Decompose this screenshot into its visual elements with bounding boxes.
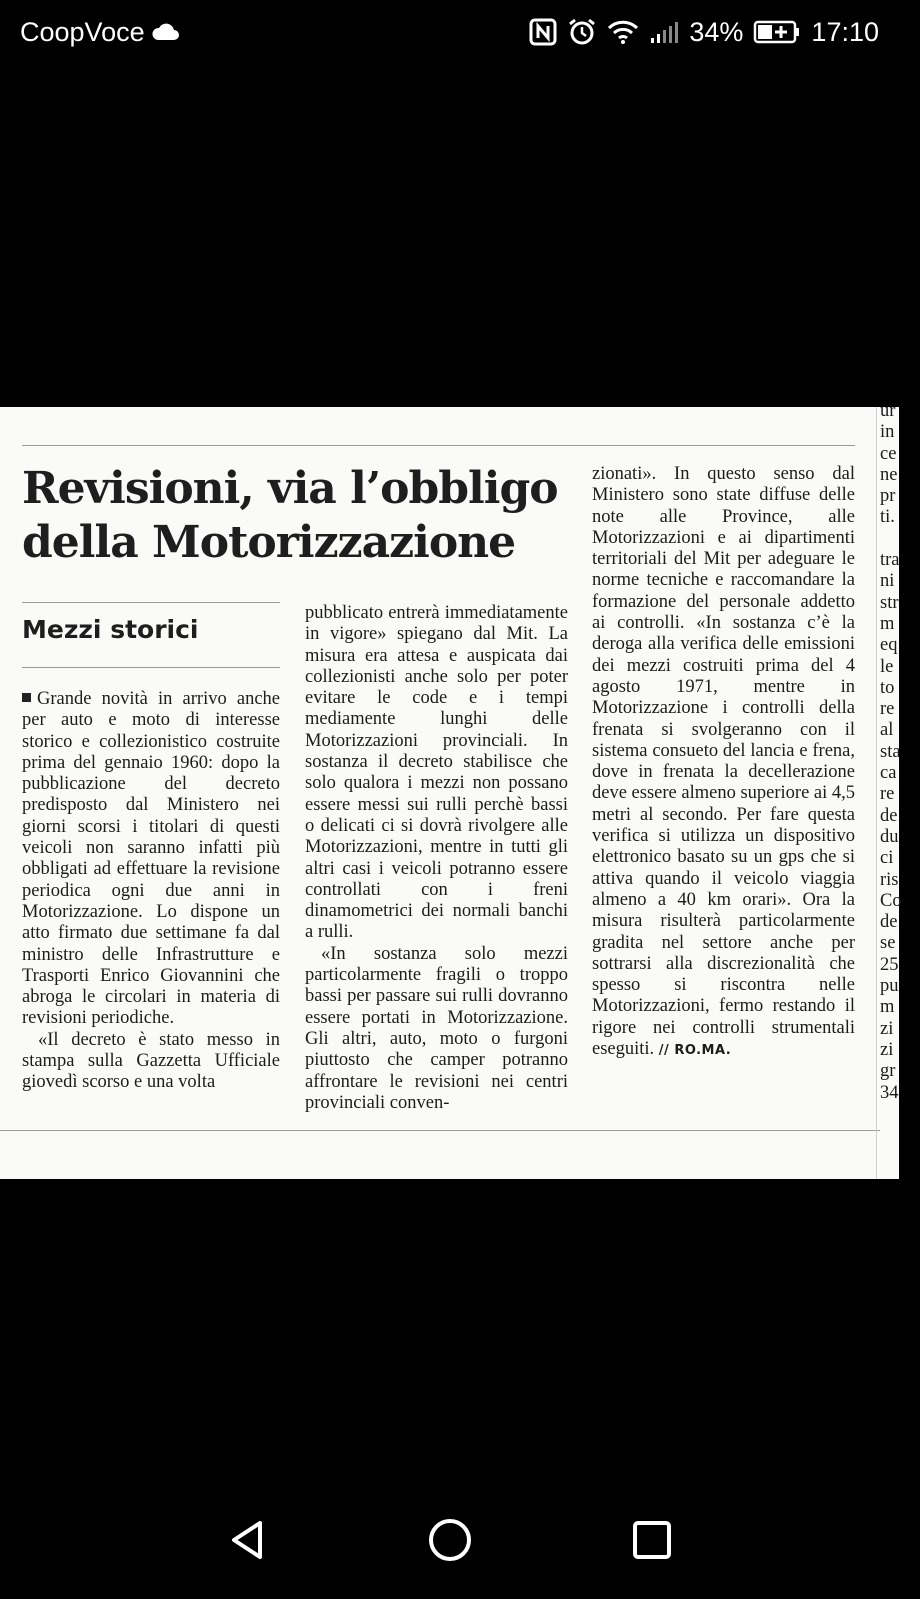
article-column-4-cropped <box>880 401 920 1104</box>
recents-button[interactable] <box>626 1514 678 1566</box>
text-fragment: to <box>880 677 895 698</box>
text-fragment: ti. <box>880 507 895 528</box>
status-bar-right <box>529 17 879 48</box>
status-bar <box>0 0 899 64</box>
battery-percent: 34% <box>689 16 744 47</box>
text-fragment: re <box>880 784 895 805</box>
text-fragment: de <box>880 912 898 933</box>
text-fragment: ur <box>880 401 896 421</box>
headline-line-2: della Motorizzazione <box>22 517 516 568</box>
home-button[interactable] <box>424 1514 476 1566</box>
text-fragment: zi <box>880 1039 894 1060</box>
bullet-icon <box>22 693 31 702</box>
text-fragment: tra <box>880 550 900 571</box>
text-fragment: ne <box>880 464 898 485</box>
divider <box>22 667 280 668</box>
text-fragment: ca <box>880 763 897 784</box>
text-fragment: str <box>880 592 899 613</box>
page-edge <box>876 407 877 1179</box>
paragraph <box>592 464 855 1061</box>
text-fragment: ce <box>880 443 897 464</box>
signal-icon <box>649 20 679 44</box>
navigation-bar <box>0 1480 899 1599</box>
paragraph: pubblicato entrerà immediatamente in vigore» spiegano dal Mit. La misura era attesa e auspicata dai collezionisti anche solo per poter evitare le code e i tempi mediamente lunghi delle Motorizzazioni provinciali. In sostanza il decreto stabilisce che solo qualora i mezzi non possano essere messi sui rulli perchè bassi o delicati ci si dovrà rivolgere alle Motorizzazioni, mentre in tutti gli altri casi i veicoli potranno essere controllati con i freni dinamometrici dei normali banchi a rulli. <box>305 603 568 943</box>
text-fragment: ci <box>880 848 894 869</box>
article-column-2 <box>305 603 568 1114</box>
battery-charging-icon <box>753 19 801 45</box>
spacer <box>880 529 920 550</box>
paragraph-text: zionati». In questo senso dal Ministero sono state diffuse delle note alle Province, alle Motorizzazioni e ai dipartimenti territoriali del Mit per adeguare le norme tecniche e raccomandare la formazione del personale addetto ai controlli. «In sostanza c’è la deroga alla verifica delle emissioni dei mezzi costruiti prima del 4 agosto 1971, mentre in Motorizzazione i controlli della frenata si svolgeranno con il sistema consueto del lancia e frena, dove in frenata la decellerazione deve essere almeno superiore ai 4,5 metri al secondo. Per fare questa verifica si utilizza un dispositivo elettronico basato su un gps che si attiva quando il veicolo viaggia almeno a 40 km orari». Ora la misura risulterà particolarmente gradita nel settore anche per sottrarsi alla discrezionalità che spesso si riscontra nelle Motorizzazioni, fermo restando il rigore nei controlli strumentali eseguiti. <box>592 464 856 1060</box>
text-fragment: in <box>880 422 895 443</box>
headline <box>22 462 582 570</box>
back-button[interactable] <box>222 1514 274 1566</box>
article-column-1 <box>22 689 280 1094</box>
carrier-name: CoopVoce <box>20 16 145 47</box>
text-fragment: ris <box>880 869 899 890</box>
text-fragment: le <box>880 656 894 677</box>
text-fragment: 34 <box>880 1082 899 1103</box>
text-fragment: du <box>880 826 899 847</box>
text-fragment: re <box>880 699 895 720</box>
paragraph <box>22 689 280 1030</box>
text-fragment: m <box>880 613 895 634</box>
text-fragment: gr <box>880 1061 896 1082</box>
paragraph: «Il decreto è stato messo in stampa sulla Gazzetta Ufficiale giovedì scorso e una volta <box>22 1029 280 1093</box>
paragraph: «In sostanza solo mezzi particolarmente fragili o troppo bassi per passare sui rulli dovranno essere portati in Motorizzazione. Gli altri, auto, moto o furgoni piuttosto che camper potranno affrontare le revisioni nei centri provinciali conven- <box>305 943 568 1113</box>
text-fragment: eq <box>880 635 898 656</box>
paragraph-text: Grande novità in arrivo anche per auto e moto di interesse storico e collezionistico costruite prima del gennaio 1960: dopo la pubblicazione del decreto predisposto dal Ministero nei giorni scorsi i titolari di questi veicoli non saranno infatti più obbligati ad effettuare la revisione periodica ogni due anni in Motorizzazione. Lo dispone un atto firmato due settimane fa dal ministro delle Infrastrutture e Trasporti Enrico Giovannini che abroga le circolari in materia di revisioni periodiche. <box>22 689 280 1029</box>
divider <box>22 602 280 603</box>
divider <box>22 445 855 446</box>
text-fragment: sta <box>880 741 901 762</box>
headline-line-1: Revisioni, via l’obbligo <box>22 463 558 514</box>
text-fragment: se <box>880 933 896 954</box>
newspaper-clipping <box>0 401 902 1179</box>
text-fragment: al <box>880 720 894 741</box>
status-bar-left <box>20 17 181 48</box>
clock: 17:10 <box>811 16 879 47</box>
text-fragment: Co <box>880 890 902 911</box>
subhead: Mezzi storici <box>22 615 199 644</box>
text-fragment: pu <box>880 976 899 997</box>
cloud-icon <box>151 22 181 42</box>
nfc-icon <box>529 18 557 46</box>
wifi-icon <box>607 19 639 45</box>
text-fragment: 25 <box>880 954 899 975</box>
text-fragment: m <box>880 997 895 1018</box>
text-fragment: zi <box>880 1018 894 1039</box>
text-fragment: ni <box>880 571 895 592</box>
recents-icon <box>631 1519 673 1561</box>
divider <box>0 1130 880 1131</box>
alarm-icon <box>567 17 597 47</box>
back-icon <box>226 1518 270 1562</box>
article-column-3 <box>592 464 855 1061</box>
author-signature: // RO.MA. <box>658 1043 732 1059</box>
text-fragment: de <box>880 805 898 826</box>
home-icon <box>427 1517 473 1563</box>
text-fragment: pr <box>880 486 896 507</box>
